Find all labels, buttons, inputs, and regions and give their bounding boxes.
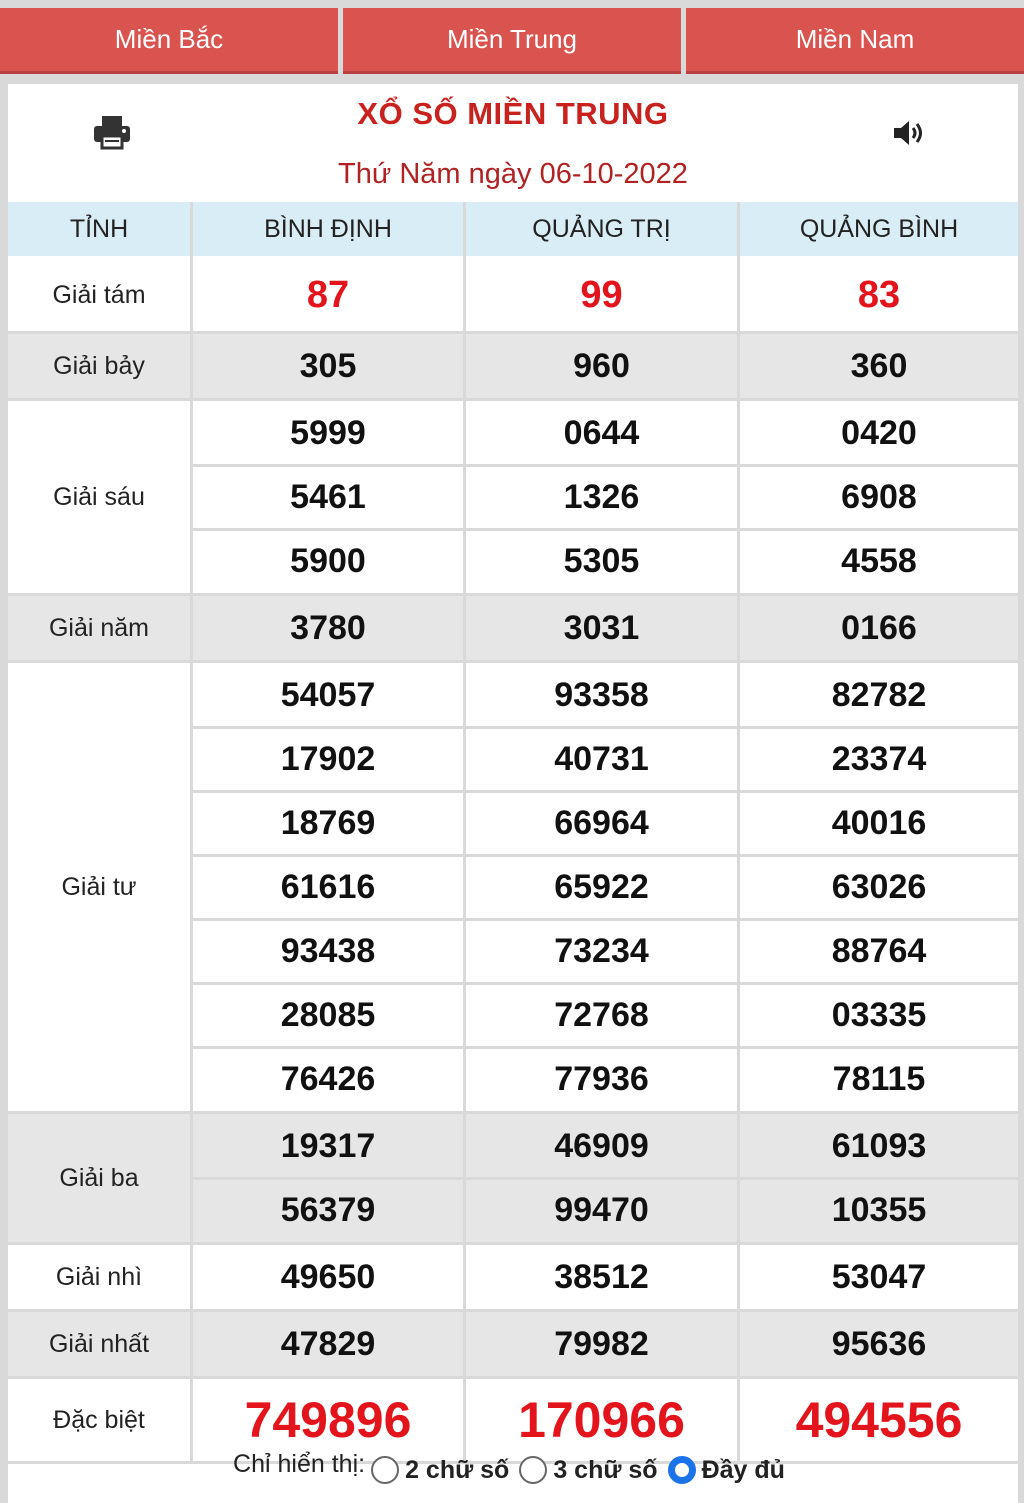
- column-header-province: QUẢNG TRỊ: [466, 202, 737, 256]
- prize-number: 749896: [244, 1392, 412, 1448]
- prize-label-db: Đặc biệt: [53, 1405, 145, 1434]
- prize-number: 49650: [280, 1257, 376, 1296]
- prize-number: 87: [306, 273, 350, 316]
- prize-number: 10355: [831, 1190, 927, 1229]
- prize-label-g8: Giải tám: [52, 280, 146, 309]
- prize-number: 78115: [832, 1059, 926, 1098]
- option-2-digits-label[interactable]: 2 chữ số: [405, 1455, 510, 1484]
- display-options: [8, 1440, 1018, 1500]
- prize-label-g6: Giải sáu: [53, 482, 145, 511]
- prize-number: 3780: [290, 608, 366, 647]
- prize-number: 23374: [831, 739, 927, 778]
- prize-number: 494556: [795, 1392, 963, 1448]
- row-divider: [193, 528, 1018, 531]
- row-divider: [193, 790, 1018, 793]
- page-title: XỔ SỐ MIỀN TRUNG: [357, 96, 669, 131]
- prize-number: 66964: [554, 803, 649, 842]
- column-header-tinh: TỈNH: [8, 202, 190, 256]
- prize-number: 17902: [280, 739, 376, 778]
- row-divider: [193, 464, 1018, 467]
- prize-number: 53047: [831, 1257, 927, 1296]
- radio-3-digits[interactable]: [519, 1456, 547, 1484]
- prize-number: 61093: [831, 1126, 927, 1165]
- prize-number: 960: [573, 346, 630, 385]
- prize-number: 0166: [841, 608, 917, 647]
- column-divider: [737, 202, 740, 1464]
- prize-number: 61616: [280, 867, 376, 906]
- prize-number: 305: [299, 346, 357, 385]
- prize-number: 1326: [563, 477, 640, 516]
- prize-number: 76426: [280, 1059, 376, 1098]
- prize-number: 28085: [280, 995, 376, 1034]
- prize-number: 82782: [831, 675, 927, 714]
- prize-number: 93438: [280, 931, 376, 970]
- prize-number: 56379: [280, 1190, 376, 1229]
- tab-mien-trung[interactable]: Miền Trung: [343, 8, 681, 74]
- prize-number: 73234: [554, 931, 649, 970]
- column-header-province: QUẢNG BÌNH: [740, 202, 1018, 256]
- tab-mien-bac[interactable]: Miền Bắc: [0, 8, 338, 74]
- tab-mien-nam[interactable]: Miền Nam: [686, 8, 1024, 74]
- prize-label-g4: Giải tư: [61, 872, 137, 901]
- row-divider: [193, 726, 1018, 729]
- prize-number: 4558: [841, 541, 917, 580]
- prize-number: 99: [580, 273, 623, 316]
- region-tabs: [0, 0, 1024, 76]
- prize-number: 72768: [554, 995, 649, 1034]
- prize-number: 6908: [841, 477, 917, 516]
- radio-full[interactable]: [668, 1456, 696, 1484]
- column-divider: [190, 202, 193, 1464]
- prize-number: 83: [857, 273, 901, 316]
- prize-number: 3031: [563, 608, 640, 647]
- option-full-label[interactable]: Đầy đủ: [701, 1455, 785, 1484]
- prize-label-g2: Giải nhì: [55, 1262, 143, 1291]
- prize-label-g5: Giải năm: [48, 613, 150, 642]
- prize-number: 38512: [554, 1257, 649, 1296]
- prize-number: 18769: [280, 803, 376, 842]
- prize-number: 360: [850, 346, 908, 385]
- prize-number: 54057: [280, 675, 376, 714]
- prize-number: 65922: [554, 867, 649, 906]
- prize-number: 5461: [290, 477, 366, 516]
- prize-label-g3: Giải ba: [59, 1163, 139, 1192]
- row-divider: [193, 1046, 1018, 1049]
- prize-number: 5305: [563, 541, 640, 580]
- prize-number: 5999: [290, 413, 366, 452]
- row-divider: [193, 918, 1018, 921]
- prize-number: 88764: [831, 931, 927, 970]
- results-panel: [8, 84, 1018, 1503]
- speaker-icon[interactable]: [892, 118, 928, 148]
- display-options-label: Chỉ hiển thị:: [233, 1449, 366, 1478]
- prize-number: 40731: [554, 739, 649, 778]
- prize-number: 79982: [554, 1324, 649, 1363]
- prize-number: 95636: [831, 1324, 927, 1363]
- row-divider: [193, 982, 1018, 985]
- prize-label-g7: Giải bảy: [53, 351, 145, 380]
- prize-number: 40016: [831, 803, 927, 842]
- prize-number: 19317: [280, 1126, 376, 1165]
- prize-label-g1: Giải nhất: [48, 1329, 150, 1358]
- prize-number: 99470: [554, 1190, 649, 1229]
- prize-number: 47829: [280, 1324, 376, 1363]
- prize-number: 170966: [518, 1392, 685, 1448]
- prize-number: 0644: [563, 413, 640, 452]
- option-3-digits-label[interactable]: 3 chữ số: [553, 1455, 658, 1484]
- prize-number: 03335: [831, 995, 927, 1034]
- prize-number: 63026: [831, 867, 927, 906]
- radio-2-digits[interactable]: [371, 1456, 399, 1484]
- prize-number: 77936: [554, 1059, 649, 1098]
- column-header-province: BÌNH ĐỊNH: [193, 202, 463, 256]
- draw-date: Thứ Năm ngày 06-10-2022: [338, 158, 688, 190]
- prize-number: 93358: [554, 675, 649, 714]
- prize-number: 46909: [554, 1126, 649, 1165]
- prize-number: 5900: [290, 541, 366, 580]
- results-header: [8, 84, 1018, 202]
- row-divider: [193, 854, 1018, 857]
- prize-number: 0420: [841, 413, 917, 452]
- row-divider: [193, 1177, 1018, 1180]
- column-divider: [463, 202, 466, 1464]
